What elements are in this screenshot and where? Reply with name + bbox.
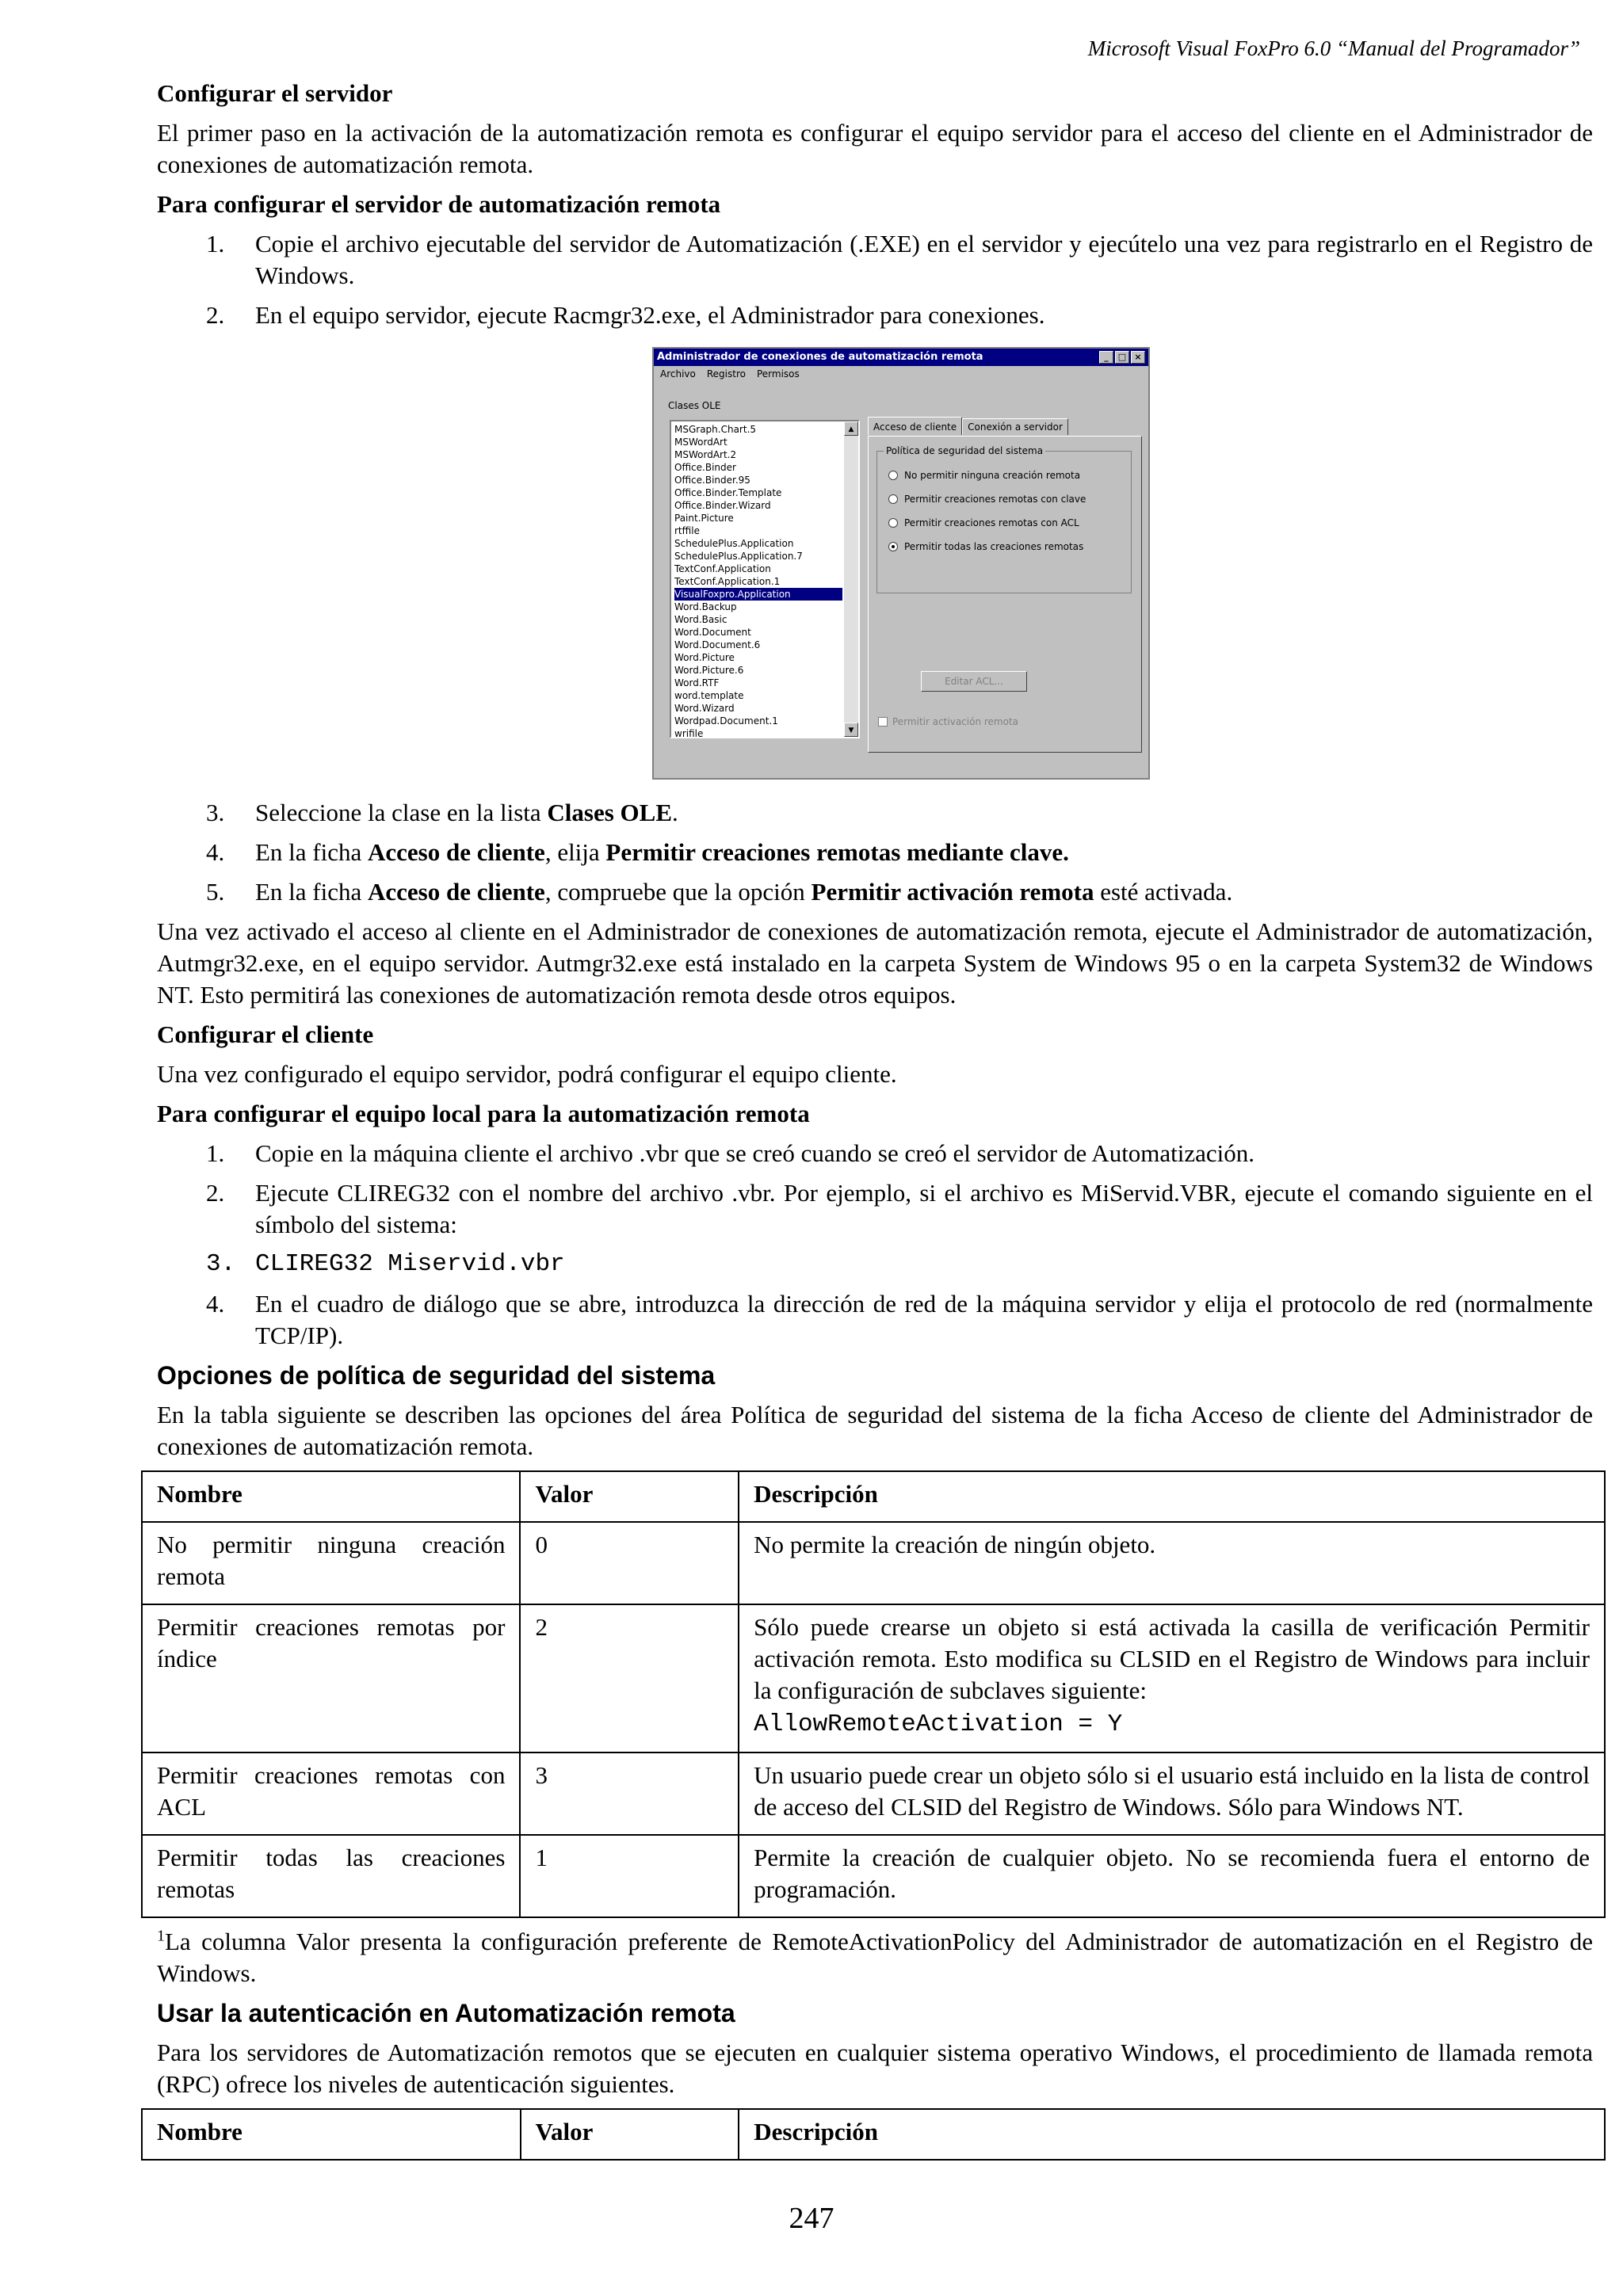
running-header: Microsoft Visual FoxPro 6.0 “Manual del Programador”	[1087, 36, 1580, 60]
clases-ole-label: Clases OLE	[668, 400, 721, 411]
table-cell: 1	[520, 1835, 739, 1917]
security-policy-group	[876, 445, 1132, 593]
group-label: Política de seguridad del sistema	[884, 444, 1045, 457]
tab-acceso-cliente[interactable]: Acceso de cliente	[868, 417, 962, 435]
column-header: Descripción	[739, 1471, 1605, 1522]
list-item: 4. En el cuadro de diálogo que se abre, introduzca la dirección de red de la máquina servidor y elija el protocolo de red (normalmente TCP/IP).	[206, 1290, 1593, 1349]
list-item[interactable]: Office.Binder	[674, 462, 736, 473]
command-text: CLIREG32 Miservid.vbr	[255, 1250, 565, 1278]
dialog-title: Administrador de conexiones de automatización remota	[657, 351, 983, 363]
dialog-tabs	[868, 418, 1068, 435]
column-header: Valor	[521, 2109, 739, 2160]
menu-registro[interactable]: Registro	[706, 368, 746, 379]
table-cell: Un usuario puede crear un objeto sólo si el usuario está incluido en la lista de control de acceso del CLSID del Registro de Windows. Sólo para Windows NT.	[739, 1753, 1605, 1835]
table-cell: No permite la creación de ningún objeto.	[739, 1522, 1605, 1604]
list-item: 3. CLIREG32 Miservid.vbr	[157, 1249, 1593, 1280]
list-item: 5. En la ficha Acceso de cliente, compruebe que la opción Permitir activación remota esté activada.	[206, 878, 1233, 906]
scroll-down-icon[interactable]: ▼	[844, 723, 858, 737]
policy-table	[141, 1470, 1606, 1918]
radio-icon	[888, 494, 898, 504]
list-item[interactable]: TextConf.Application	[674, 563, 771, 574]
table-header-row	[142, 2109, 1605, 2160]
list-item: 1. Copie en la máquina cliente el archivo .vbr que se creó cuando se creó el servidor de Automatización.	[206, 1139, 1255, 1167]
registry-code: AllowRemoteActivation = Y	[754, 1711, 1123, 1738]
table-row	[142, 1522, 1605, 1604]
list-item: 1. Copie el archivo ejecutable del servidor de Automatización (.EXE) en el servidor y ejecútelo una vez para registrarlo en el Registro de Windows.	[206, 230, 1593, 289]
list-item[interactable]: Word.Document.6	[674, 639, 761, 650]
auth-table	[141, 2108, 1606, 2161]
table-cell: 2	[520, 1604, 739, 1753]
page-content	[157, 78, 1593, 2168]
list-item[interactable]: Word.RTF	[674, 677, 720, 688]
dialog-menubar	[654, 366, 1148, 382]
checkbox-icon	[878, 717, 888, 727]
list-item[interactable]: Word.Document	[674, 627, 751, 638]
list-item[interactable]: Office.Binder.Wizard	[674, 500, 771, 511]
list-item: 2. Ejecute CLIREG32 con el nombre del archivo .vbr. Por ejemplo, si el archivo es MiServid.VBR, ejecute el comando siguiente en el símbolo del sistema:	[206, 1179, 1593, 1238]
dialog-titlebar	[654, 349, 1148, 366]
paragraph: Una vez activado el acceso al cliente en el Administrador de conexiones de automatización remota, ejecute el Administrador de automatización, Autmgr32.exe, en el equipo servidor. Autmgr32.exe está instalado en la carpeta System de Windows 95 o en la carpeta System32 de Windows NT. Esto permitirá las conexiones de automatización remota desde otros equipos.	[157, 917, 1593, 1009]
table-row	[142, 1753, 1605, 1835]
column-header: Nombre	[142, 1471, 520, 1522]
radio-no-permitir[interactable]: No permitir ninguna creación remota	[888, 469, 1080, 482]
scroll-up-icon[interactable]: ▲	[844, 421, 858, 436]
steps-list	[157, 1138, 1593, 1352]
list-item[interactable]: Word.Picture.6	[674, 665, 744, 676]
list-item[interactable]: VisualFoxpro.Application	[674, 588, 842, 601]
list-item[interactable]: TextConf.Application.1	[674, 576, 781, 587]
menu-permisos[interactable]: Permisos	[756, 368, 800, 379]
tab-conexion-servidor[interactable]: Conexión a servidor	[962, 418, 1068, 435]
listbox-scrollbar[interactable]	[844, 421, 858, 737]
list-item[interactable]: Word.Picture	[674, 652, 735, 663]
list-item[interactable]: MSGraph.Chart.5	[674, 424, 757, 435]
list-item: 2. En el equipo servidor, ejecute Racmgr32.exe, el Administrador para conexiones.	[206, 301, 1045, 329]
permitir-activacion-checkbox[interactable]: Permitir activación remota	[878, 715, 1018, 728]
table-cell: Permite la creación de cualquier objeto. No se recomienda fuera el entorno de programación.	[739, 1835, 1605, 1917]
list-item[interactable]: Paint.Picture	[674, 513, 734, 524]
list-item[interactable]: Office.Binder.95	[674, 475, 750, 486]
tab-panel	[868, 436, 1142, 753]
steps-list	[157, 797, 1593, 908]
list-item: 4. En la ficha Acceso de cliente, elija Permitir creaciones remotas mediante clave.	[206, 838, 1069, 866]
radio-icon	[888, 518, 898, 528]
page-number: 247	[789, 2202, 834, 2235]
table-cell: No permitir ninguna creación remota	[142, 1522, 520, 1604]
dialog-screenshot	[652, 347, 1150, 780]
table-row	[142, 1835, 1605, 1917]
list-item[interactable]: Word.Backup	[674, 601, 737, 612]
clases-ole-listbox[interactable]	[670, 420, 860, 738]
paragraph: Para los servidores de Automatización remotos que se ejecuten en cualquier sistema operativo Windows, el procedimiento de llamada remota (RPC) ofrece los niveles de autenticación siguientes.	[157, 2039, 1593, 2098]
list-item[interactable]: MSWordArt.2	[674, 449, 737, 460]
list-item[interactable]: Office.Binder.Template	[674, 487, 782, 498]
list-item: 3. Seleccione la clase en la lista Clases OLE.	[206, 799, 678, 826]
procedure-title: Para configurar el equipo local para la automatización remota	[157, 1100, 810, 1127]
edit-acl-button[interactable]: Editar ACL...	[921, 671, 1027, 692]
column-header: Valor	[520, 1471, 739, 1522]
table-cell: Permitir todas las creaciones remotas	[142, 1835, 520, 1917]
list-item[interactable]: Wordpad.Document.1	[674, 715, 778, 727]
list-item[interactable]: wrifile	[674, 728, 704, 739]
list-item[interactable]: SchedulePlus.Application.7	[674, 551, 803, 562]
section-title-configurar-cliente: Configurar el cliente	[157, 1020, 374, 1048]
list-item[interactable]: Word.Basic	[674, 614, 727, 625]
section-title-opciones-politica: Opciones de política de seguridad del sistema	[157, 1361, 716, 1390]
table-row	[142, 1604, 1605, 1753]
table-cell: Sólo puede crearse un objeto si está activada la casilla de verificación Permitir activación remota. Esto modifica su CLSID en el Registro de Windows para incluir la configuración de subclaves siguiente: AllowRemoteActivation = Y	[739, 1604, 1605, 1753]
table-header-row	[142, 1471, 1605, 1522]
section-title-configurar-servidor: Configurar el servidor	[157, 79, 393, 107]
table-cell: Permitir creaciones remotas con ACL	[142, 1753, 520, 1835]
list-item[interactable]: SchedulePlus.Application	[674, 538, 794, 549]
column-header: Nombre	[142, 2109, 521, 2160]
column-header: Descripción	[739, 2109, 1605, 2160]
list-item[interactable]: word.template	[674, 690, 744, 701]
list-item[interactable]: rtffile	[674, 525, 700, 536]
table-cell: Permitir creaciones remotas por índice	[142, 1604, 520, 1753]
paragraph: En la tabla siguiente se describen las opciones del área Política de seguridad del sistema de la ficha Acceso de cliente del Administrador de conexiones de automatización remota.	[157, 1401, 1593, 1460]
paragraph: El primer paso en la activación de la automatización remota es configurar el equipo servidor para el acceso del cliente en el Administrador de conexiones de automatización remota.	[157, 119, 1593, 178]
list-item[interactable]: MSWordArt	[674, 437, 727, 448]
listbox-items	[674, 423, 842, 740]
footnote: $^1$La columna Valor presenta la configuración preferente de RemoteActivationPolicy del Administrador de automatización en el Registro de Windows.	[157, 1927, 1593, 1987]
radio-con-acl[interactable]: Permitir creaciones remotas con ACL	[888, 517, 1079, 529]
minimize-icon[interactable]: _	[1099, 351, 1113, 364]
radio-con-clave[interactable]: Permitir creaciones remotas con clave	[888, 493, 1086, 505]
maximize-icon[interactable]: □	[1115, 351, 1129, 364]
steps-list	[157, 228, 1593, 331]
procedure-title: Para configurar el servidor de automatización remota	[157, 190, 721, 218]
radio-icon	[888, 471, 898, 480]
table-cell: 3	[520, 1753, 739, 1835]
paragraph: Una vez configurado el equipo servidor, podrá configurar el equipo cliente.	[157, 1060, 897, 1088]
radio-selected-icon	[888, 542, 898, 551]
close-icon[interactable]: ×	[1131, 351, 1145, 364]
menu-archivo[interactable]: Archivo	[660, 368, 696, 379]
list-item[interactable]: Word.Wizard	[674, 703, 735, 714]
section-title-autenticacion: Usar la autenticación en Automatización remota	[157, 1999, 735, 2027]
radio-todas[interactable]: Permitir todas las creaciones remotas	[888, 540, 1083, 553]
table-cell: 0	[520, 1522, 739, 1604]
